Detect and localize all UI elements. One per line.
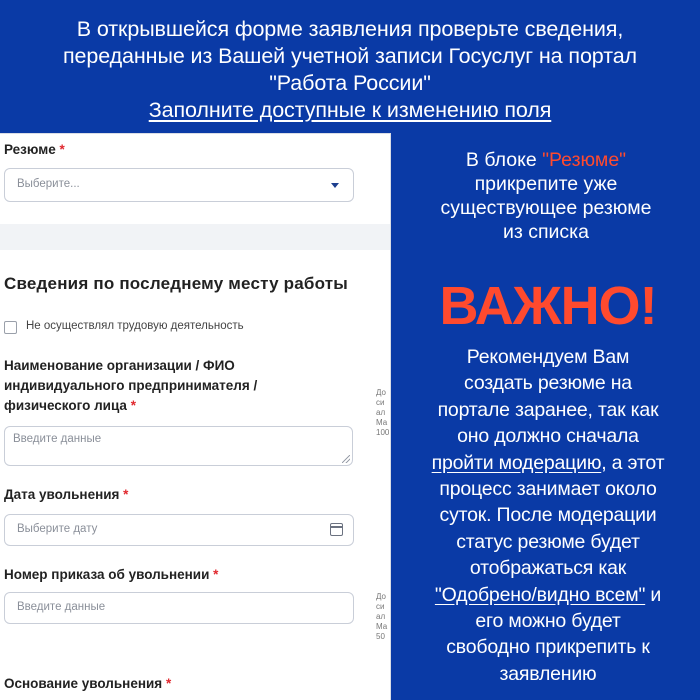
no-work-checkbox-label: Не осуществлял трудовую деятельность	[26, 320, 244, 332]
calendar-icon[interactable]	[330, 523, 343, 536]
order-number-placeholder: Введите данные	[17, 601, 106, 613]
header-line-1: В открывшейся форме заявления проверьте сведения,	[76, 17, 624, 41]
org-textarea[interactable]	[4, 426, 353, 466]
required-mark: *	[59, 142, 65, 157]
resume-select[interactable]	[4, 168, 354, 202]
dismissal-date-label: Дата увольнения *	[4, 487, 129, 502]
resume-select-placeholder: Выберите...	[17, 178, 80, 190]
header-line-4: Заполните доступные к изменению поля	[148, 98, 552, 122]
approved-status-text: "Одобрено/видно всем"	[434, 583, 646, 606]
resume-label: Резюме *	[4, 142, 65, 157]
important-heading: ВАЖНО!	[439, 276, 657, 336]
no-work-checkbox[interactable]	[4, 321, 17, 334]
hint-line-3: существующее резюме	[440, 197, 652, 219]
side-hint-1: До си ал Ма 100	[376, 388, 390, 437]
chevron-down-icon	[331, 183, 339, 188]
org-label: Наименование организации / ФИО индивидуального предпринимателя / физического лица *	[4, 358, 258, 413]
section-title: Сведения по последнему месту работы	[4, 274, 349, 293]
order-number-label: Номер приказа об увольнении *	[4, 567, 219, 582]
moderation-note: Рекомендуем Вам создать резюме на портале заранее, так как оно должно сначала пройти модерацию, а этот процесс занимает около суток. После модерации статус резюме будет отображаться как "Одобрено/видно всем" и его можно будет свободно прикрепить к заявлению	[431, 346, 665, 685]
hint-line-1: В блоке "Резюме"	[465, 149, 627, 171]
hint-line-2: прикрепите уже	[474, 173, 618, 195]
application-form	[0, 134, 390, 700]
header-line-3: "Работа России"	[269, 71, 431, 95]
dismissal-date-input[interactable]	[4, 514, 354, 546]
section-divider	[0, 224, 390, 250]
dismissal-date-placeholder: Выберите дату	[17, 523, 98, 535]
side-hint-2: До си ал Ма 50	[376, 592, 388, 641]
header-line-2: переданные из Вашей учетной записи Госуслуг на портал	[62, 44, 638, 68]
dismissal-reason-label: Основание увольнения *	[4, 676, 172, 691]
order-number-input[interactable]	[4, 592, 354, 624]
resize-handle-icon[interactable]	[342, 455, 350, 463]
org-placeholder: Введите данные	[13, 433, 102, 445]
hint-line-4: из списка	[502, 221, 589, 243]
moderation-link: пройти модерацию	[431, 451, 602, 474]
instruction-header	[0, 0, 700, 132]
resume-hint	[396, 148, 696, 244]
